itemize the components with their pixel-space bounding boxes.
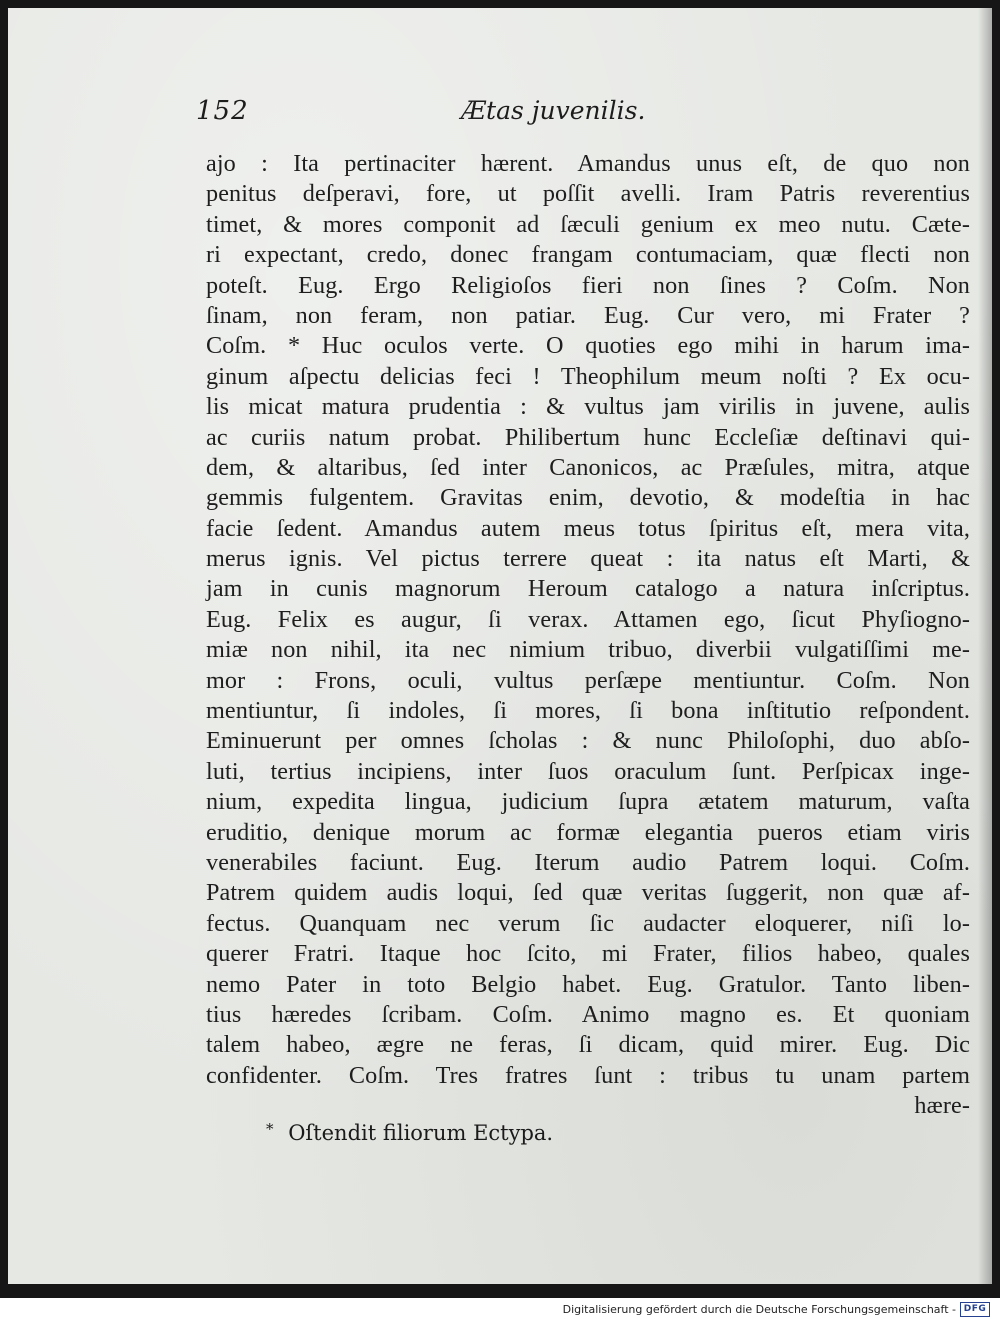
page-edge-shadow [978, 8, 992, 1284]
text-line: tius hæredes ſcribam. Coſm. Animo magno es. Et quoniam [206, 1000, 970, 1028]
credit-text: Digitalisierung gefördert durch die Deutsche Forschungsgemeinschaft - [562, 1303, 956, 1316]
text-line: talem habeo, ægre ne feras, ſi dicam, quid mirer. Eug. Dic [206, 1031, 970, 1059]
text-line: ri expectant, credo, donec frangam contumaciam, quæ flecti non [206, 241, 970, 269]
text-line: mentiuntur, ſi indoles, ſi mores, ſi bona inſtitutio reſpondent. [206, 697, 970, 725]
page-header [196, 94, 966, 130]
text-line: miæ non nihil, ita nec nimium tribuo, diverbii vulgatiſſimi me- [206, 636, 970, 664]
text-line: facie ſedent. Amandus autem meus totus ſpiritus eſt, mera vita, [206, 514, 970, 542]
text-line: ſinam, non feram, non patiar. Eug. Cur vero, mi Frater ? [206, 301, 970, 329]
text-line: dem, & altaribus, ſed inter Canonicos, ac Præſules, mitra, atque [206, 453, 970, 481]
text-line: luti, tertius incipiens, inter ſuos oraculum ſunt. Perſpicax inge- [206, 757, 970, 785]
text-line: fectus. Quanquam nec verum ſic audacter eloquerer, niſi lo- [206, 909, 970, 937]
text-line: querer Fratri. Itaque hoc ſcito, mi Frater, filios habeo, quales [206, 940, 970, 968]
text-line: timet, & mores componit ad ſæculi genium ex meo nutu. Cæte- [206, 210, 970, 238]
text-line: penitus deſperavi, fore, ut poſſit avelli. Iram Patris reverentius [206, 180, 970, 208]
text-line: venerabiles faciunt. Eug. Iterum audio Patrem loqui. Coſm. [206, 848, 970, 876]
dfg-logo: DFG [960, 1302, 990, 1317]
text-line: ginum aſpectu delicias feci ! Theophilum meum noſti ? Ex ocu- [206, 362, 970, 390]
text-line: ajo : Ita pertinaciter hærent. Amandus unus eſt, de quo non [206, 150, 970, 177]
text-line: eruditio, denique morum ac formæ elegantia pueros etiam viris [206, 818, 970, 846]
text-line: gemmis fulgentem. Gravitas enim, devotio, & modeſtia in hac [206, 484, 970, 512]
text-line: Eug. Felix es augur, ſi verax. Attamen ego, ſicut Phyſiogno- [206, 605, 970, 633]
page-number: 152 [196, 96, 249, 126]
running-title: Ætas juvenilis. [461, 96, 646, 125]
catchword: hære- [914, 1092, 970, 1120]
text-line: mor : Frons, oculi, vultus perſæpe mentiuntur. Coſm. Non [206, 666, 970, 694]
text-line: Eminuerunt per omnes ſcholas : & nunc Philoſophi, duo abſo- [206, 727, 970, 755]
text-line: nium, expedita lingua, judicium ſupra ætatem maturum, vaſta [206, 788, 970, 816]
footnote-text: Oſtendit filiorum Ectypa. [288, 1121, 554, 1145]
digitization-credit [563, 1302, 990, 1317]
text-line: nemo Pater in toto Belgio habet. Eug. Gratulor. Tanto liben- [206, 970, 970, 998]
text-line: merus ignis. Vel pictus terrere queat : ita natus eſt Marti, & [206, 545, 970, 573]
text-line: ac curiis natum probat. Philibertum hunc Eccleſiæ deſtinavi qui- [206, 423, 970, 451]
footnote-mark: * [266, 1120, 274, 1138]
book-page [8, 8, 992, 1284]
footnote [266, 1120, 553, 1145]
text-line: jam in cunis magnorum Heroum catalogo a natura inſcriptus. [206, 575, 970, 603]
text-line: Coſm. * Huc oculos verte. O quoties ego mihi in harum ima- [206, 332, 970, 360]
text-line: poteſt. Eug. Ergo Religioſos fieri non ſines ? Coſm. Non [206, 271, 970, 299]
text-line: lis micat matura prudentia : & vultus jam virilis in juvene, aulis [206, 393, 970, 421]
text-line: confidenter. Coſm. Tres fratres ſunt : tribus tu unam partem [206, 1061, 970, 1089]
text-line: Patrem quidem audis loqui, ſed quæ veritas ſuggerit, non quæ af- [206, 879, 970, 907]
body-text [206, 149, 970, 1122]
